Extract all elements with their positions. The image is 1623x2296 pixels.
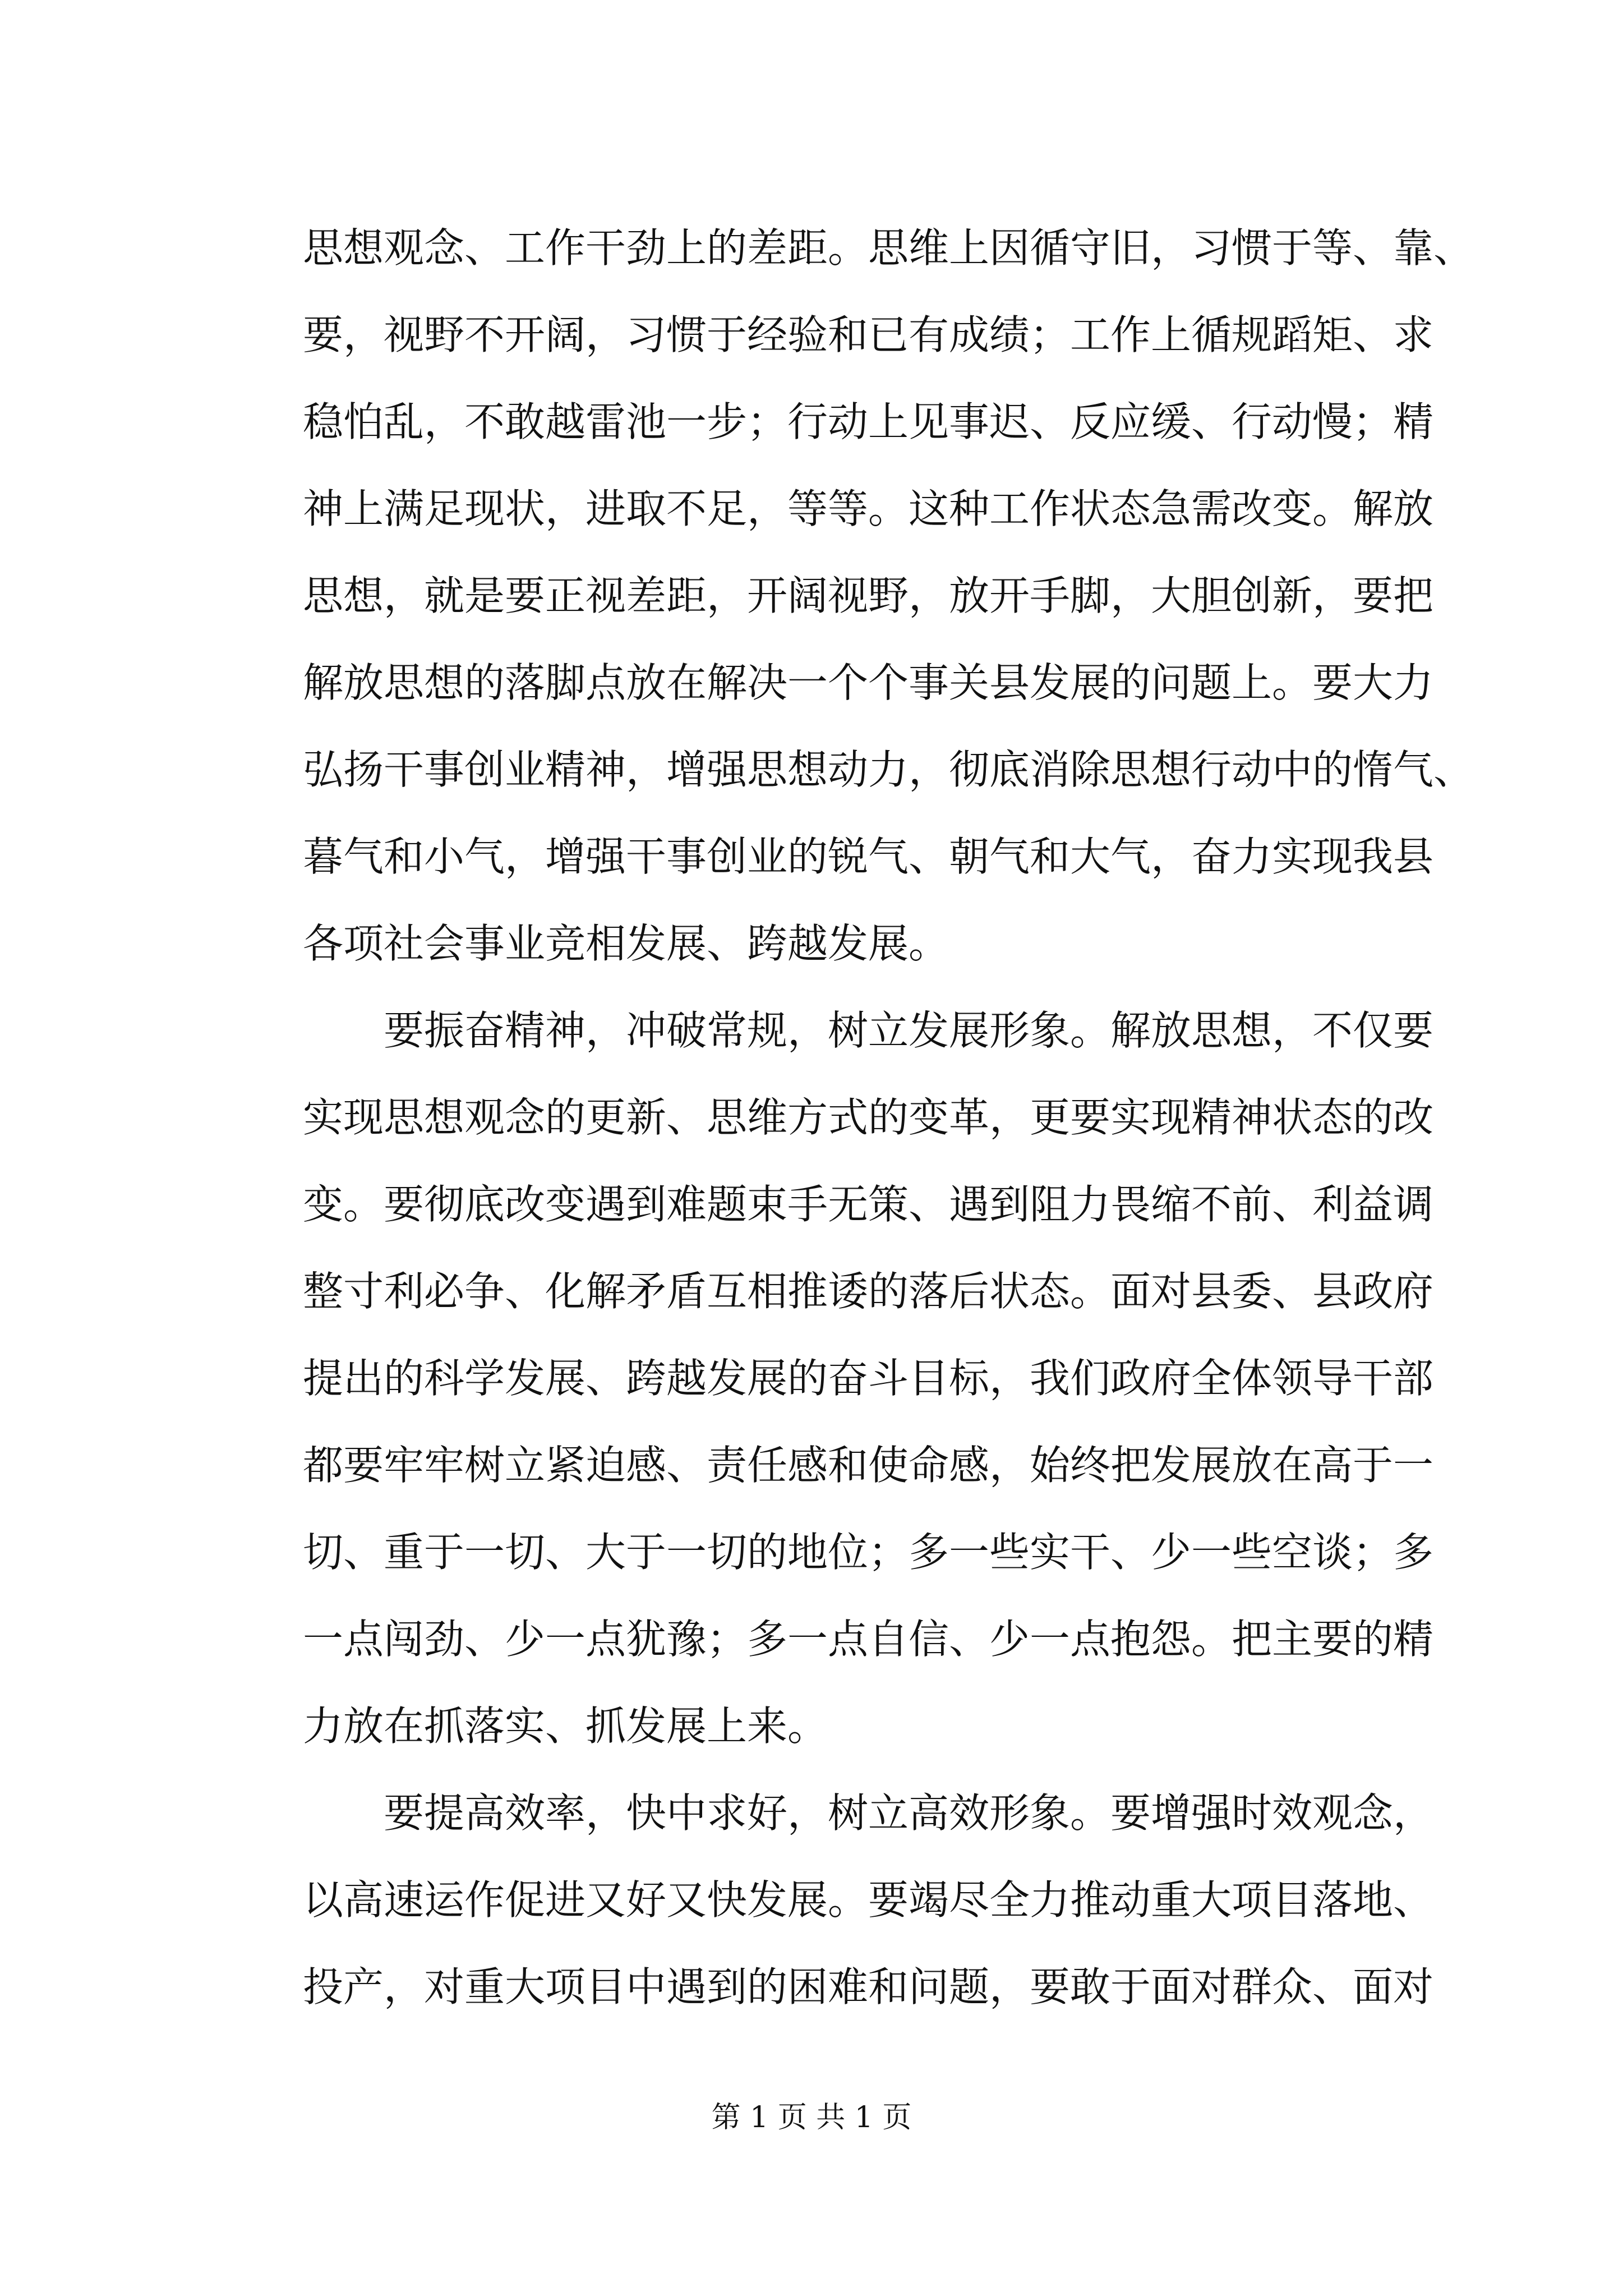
text-line: 都要牢牢树立紧迫感、责任感和使命感，始终把发展放在高于一 — [303, 1442, 1434, 1489]
text-line: 稳怕乱，不敢越雷池一步；行动上见事迟、反应缓、行动慢；精 — [303, 398, 1434, 445]
text-line: 要，视野不开阔，习惯于经验和已有成绩；工作上循规蹈矩、求 — [303, 311, 1434, 358]
body-text — [303, 205, 1474, 2031]
text-line: 解放思想的落脚点放在解决一个个事关县发展的问题上。要大力 — [303, 659, 1434, 706]
text-line: 投产，对重大项目中遇到的困难和问题，要敢于面对群众、面对 — [303, 1963, 1434, 2010]
text-line: 思想，就是要正视差距，开阔视野，放开手脚，大胆创新，要把 — [303, 572, 1434, 619]
text-line: 思想观念、工作干劲上的差距。思维上因循守旧，习惯于等、靠、 — [303, 224, 1474, 272]
text-line: 神上满足现状，进取不足，等等。这种工作状态急需改变。解放 — [303, 485, 1434, 532]
page-number-label: 第 1 页 共 1 页 — [711, 2101, 912, 2134]
text-line: 整寸利必争、化解矛盾互相推诿的落后状态。面对县委、县政府 — [303, 1268, 1434, 1315]
text-line: 以高速运作促进又好又快发展。要竭尽全力推动重大项目落地、 — [303, 1876, 1434, 1924]
text-line: 力放在抓落实、抓发展上来。 — [303, 1703, 828, 1750]
text-line: 变。要彻底改变遇到难题束手无策、遇到阻力畏缩不前、利益调 — [303, 1181, 1434, 1228]
text-line: 弘扬干事创业精神，增强思想动力，彻底消除思想行动中的惰气、 — [303, 746, 1474, 793]
text-line: 各项社会事业竞相发展、跨越发展。 — [303, 920, 949, 967]
text-line: 要提高效率，快中求好，树立高效形象。要增强时效观念， — [303, 1789, 1434, 1837]
text-line: 要振奋精神，冲破常规，树立发展形象。解放思想，不仅要 — [303, 1007, 1434, 1054]
text-line: 切、重于一切、大于一切的地位；多一些实干、少一些空谈；多 — [303, 1529, 1434, 1576]
text-line: 实现思想观念的更新、思维方式的变革，更要实现精神状态的改 — [303, 1094, 1434, 1141]
text-line: 提出的科学发展、跨越发展的奋斗目标，我们政府全体领导干部 — [303, 1355, 1434, 1402]
text-line: 暮气和小气，增强干事创业的锐气、朝气和大气，奋力实现我县 — [303, 833, 1434, 880]
page-footer — [0, 2098, 1623, 2137]
text-line: 一点闯劲、少一点犹豫；多一点自信、少一点抱怨。把主要的精 — [303, 1616, 1434, 1663]
